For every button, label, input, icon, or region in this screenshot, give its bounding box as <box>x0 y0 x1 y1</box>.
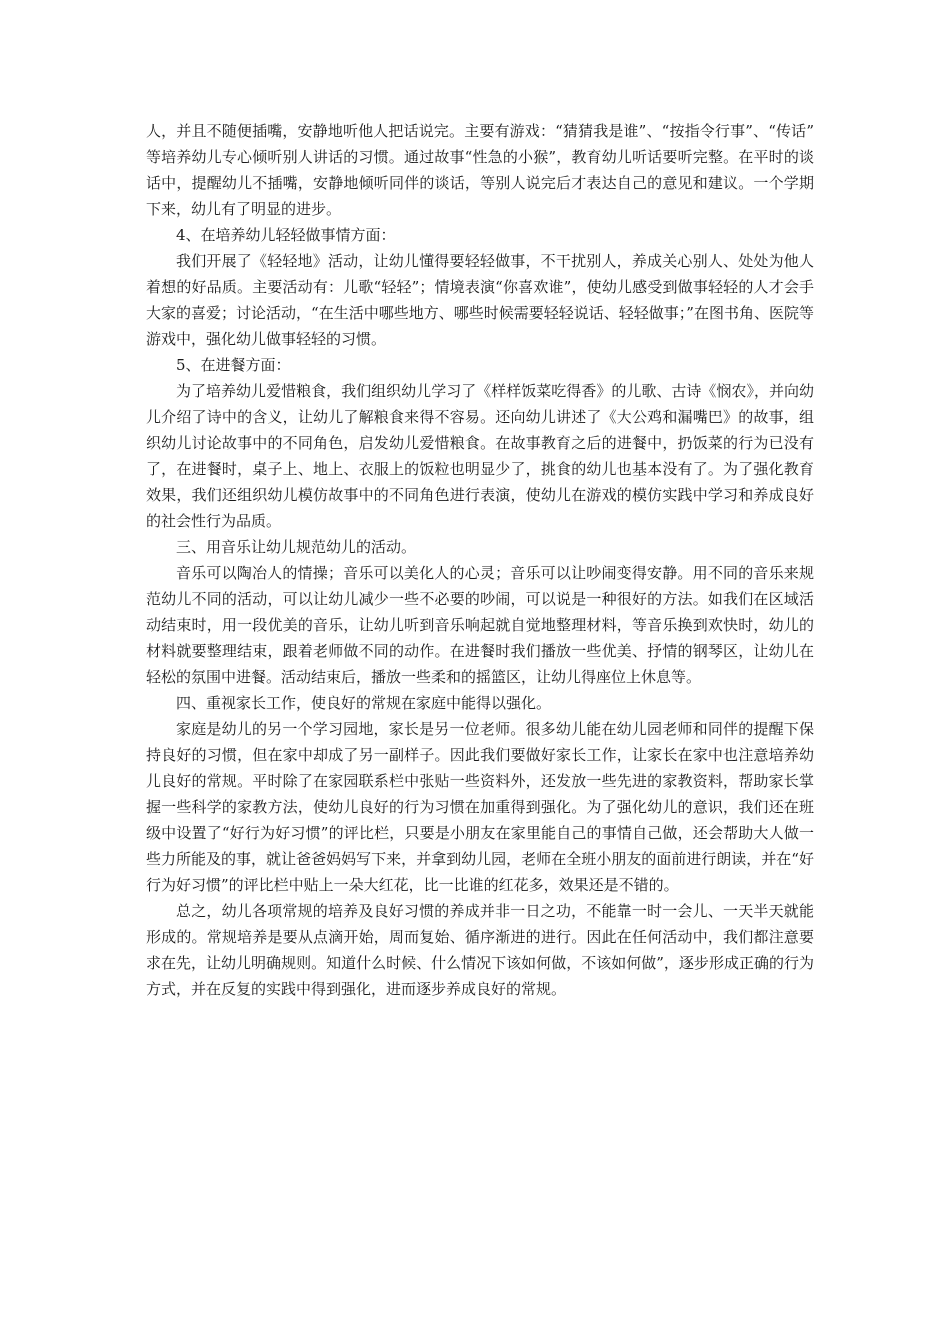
paragraph-music: 音乐可以陶冶人的情操；音乐可以美化人的心灵；音乐可以让吵闹变得安静。用不同的音乐来规范幼儿不同的活动，可以让幼儿减少一些不必要的吵闹，可以说是一种很好的方法。如我们在区域活动结束时，用一段优美的音乐，让幼儿听到音乐响起就自觉地整理材料，等音乐换到欢快时，幼儿的材料就要整理结束，跟着老师做不同的动作。在进餐时我们播放一些优美、抒情的钢琴区，让幼儿在轻松的氛围中进餐。活动结束后，播放一些柔和的摇篮区，让幼儿得座位上休息等。 <box>146 564 814 686</box>
paragraph-parents: 家庭是幼儿的另一个学习园地，家长是另一位老师。很多幼儿能在幼儿园老师和同伴的提醒下保持良好的习惯，但在家中却成了另一副样子。因此我们要做好家长工作，让家长在家中也注意培养幼儿良好的常规。平时除了在家园联系栏中张贴一些资料外，还发放一些先进的家教资料，帮助家长掌握一些科学的家教方法，使幼儿良好的行为习惯在加重得到强化。为了强化幼儿的意识，我们还在班级中设置了“好行为好习惯”的评比栏，只要是小朋友在家里能自己的事情自己做，还会帮助大人做一些力所能及的事，就让爸爸妈妈写下来，并拿到幼儿园，老师在全班小朋友的面前进行朗读，并在“好行为好习惯”的评比栏中贴上一朵大红花，比一比谁的红花多，效果还是不错的。 <box>146 720 814 894</box>
paragraph-conclusion: 总之，幼儿各项常规的培养及良好习惯的养成并非一日之功，不能靠一时一会儿、一天半天就能形成的。常规培养是要从点滴开始，周而复始、循序渐进的进行。因此在任何活动中，我们都注意要求在先，让幼儿明确规则。知道什么时候、什么情况下该如何做，不该如何做”，逐步形成正确的行为方式，并在反复的实践中得到强化，进而逐步养成良好的常规。 <box>146 902 814 998</box>
document-body <box>146 118 814 1002</box>
paragraph-listening-continued: 人，并且不随便插嘴，安静地听他人把话说完。主要有游戏：“猜猜我是谁”、“按指令行事”、“传话”等培养幼儿专心倾听别人讲话的习惯。通过故事“性急的小猴”，教育幼儿听话要听完整。在平时的谈话中，提醒幼儿不插嘴，安静地倾听同伴的谈话，等别人说完后才表达自己的意见和建议。一个学期下来，幼儿有了明显的进步。 <box>146 122 814 218</box>
section-heading-music: 三、用音乐让幼儿规范幼儿的活动。 <box>176 538 417 556</box>
subheading-meals: 5、在进餐方面： <box>176 356 291 374</box>
paragraph-meals: 为了培养幼儿爱惜粮食，我们组织幼儿学习了《样样饭菜吃得香》的儿歌、古诗《悯农》，并向幼儿介绍了诗中的含义，让幼儿了解粮食来得不容易。还向幼儿讲述了《大公鸡和漏嘴巴》的故事，组织幼儿讨论故事中的不同角色，启发幼儿爱惜粮食。在故事教育之后的进餐中，扔饭菜的行为已没有了，在进餐时，桌子上、地上、衣服上的饭粒也明显少了，挑食的幼儿也基本没有了。为了强化教育效果，我们还组织幼儿模仿故事中的不同角色进行表演，使幼儿在游戏的模仿实践中学习和养成良好的社会性行为品质。 <box>146 382 814 530</box>
subheading-gentle-actions: 4、在培养幼儿轻轻做事情方面： <box>176 226 396 244</box>
paragraph-gentle-actions: 我们开展了《轻轻地》活动，让幼儿懂得要轻轻做事，不干扰别人，养成关心别人、处处为他人着想的好品质。主要活动有：儿歌“轻轻”；情境表演“你喜欢谁”，使幼儿感受到做事轻轻的人才会手大家的喜爱；讨论活动，“在生活中哪些地方、哪些时候需要轻轻说话、轻轻做事；”在图书角、医院等游戏中，强化幼儿做事轻轻的习惯。 <box>146 252 814 348</box>
section-heading-parents: 四、重视家长工作，使良好的常规在家庭中能得以强化。 <box>176 694 552 712</box>
